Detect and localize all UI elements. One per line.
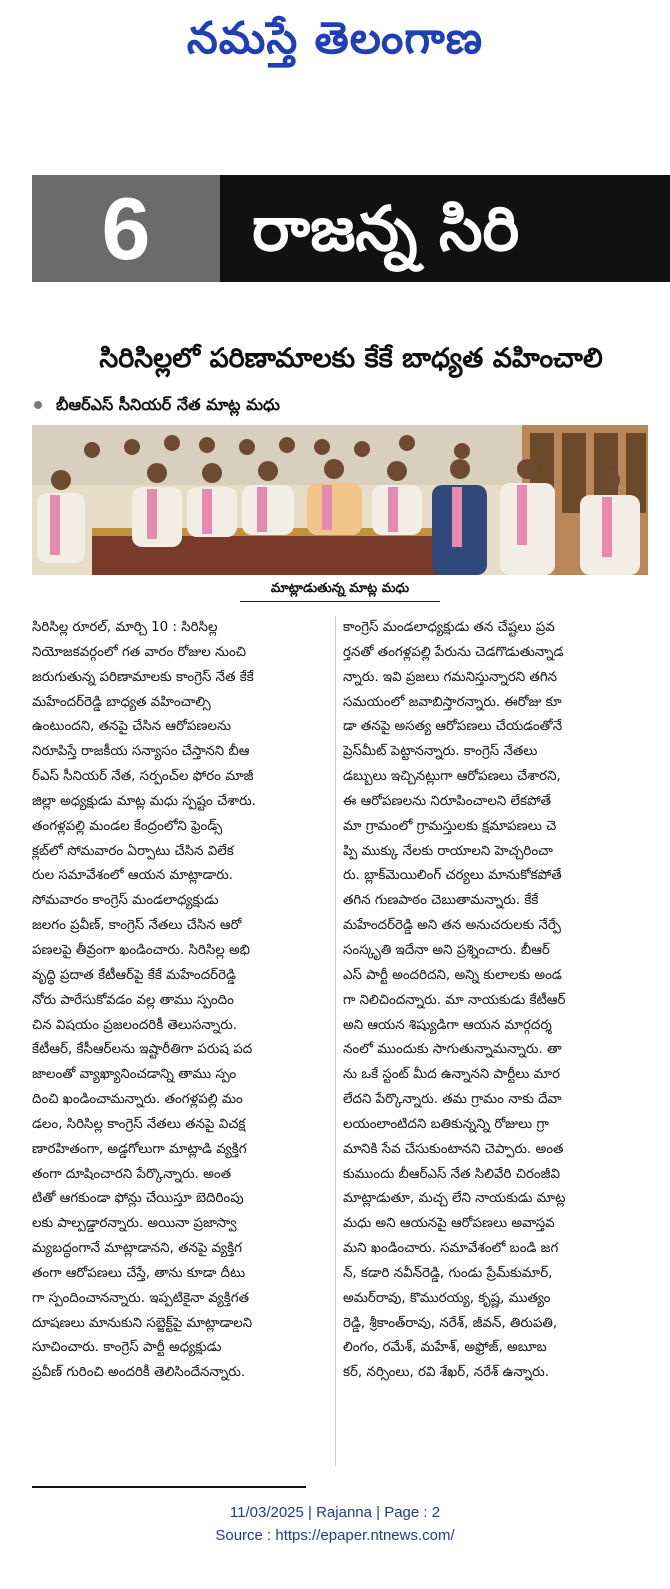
masthead bbox=[0, 0, 670, 90]
article-body-line: ప్రెస్‌మీట్ పెట్టానన్నారు. కాంగ్రెస్ నేతలు bbox=[343, 744, 538, 760]
article-body-line: అని ఆయన శిష్యుడిగా ఆయన మార్గదర్శ bbox=[343, 1017, 552, 1033]
article-body-line: జిల్లా అధ్యక్షుడు మాట్ల మధు స్పష్టం చేశారు. bbox=[32, 793, 256, 809]
page-number: 6 bbox=[32, 175, 220, 282]
article-body-line: నోరు పారేసుకోవడం వల్ల తాము స్పందిం bbox=[32, 992, 234, 1008]
article-body-line: గా స్పందించానన్నారు. ఇప్పటికైనా వ్యక్తిగత bbox=[32, 1290, 250, 1306]
article-subheadline: బీఆర్‌ఎస్ సీనియర్ నేత మాట్ల మధు bbox=[56, 395, 280, 414]
article-body-line: రు. బ్లాక్‌మెయిలింగ్ చర్యలు మానుకోకపోతే bbox=[343, 868, 562, 884]
article-body-line: కర్, నర్సింలు, రవి శేఖర్, నరేశ్ ఉన్నారు. bbox=[343, 1365, 549, 1381]
article-body-line: తంగా ఆరోపణలు చేస్తే, తాను కూడా దీటు bbox=[32, 1265, 246, 1281]
article-headline: సిరిసిల్లలో పరిణామాలకు కేకే బాధ్యత వహించాలి bbox=[99, 343, 603, 374]
article-body-line: మానికి సేవ చేసుకుంటానని చెప్పారు. అంత bbox=[343, 1141, 564, 1157]
article-body-line: సమయంలో జవాబిస్తారన్నారు. ఈరోజు కూ bbox=[343, 694, 562, 710]
article-body-line: పణలపై తీవ్రంగా ఖండించారు. సిరిసిల్ల అభి bbox=[32, 942, 251, 958]
article-body-line: సోమవారం కాంగ్రెస్ మండలాధ్యక్షుడు bbox=[32, 893, 219, 909]
article-body-line: ణారహితంగా, అడ్డగోలుగా మాట్లాడి వ్యక్తిగ bbox=[32, 1141, 247, 1157]
article-body-left-column bbox=[32, 616, 324, 1466]
article-body-line: ఈ ఆరోపణలను నిరూపించాలని లేకపోతే bbox=[343, 793, 552, 809]
article-body-line: జలగం ప్రవీణ్, కాంగ్రెస్ నేతలు చేసిన ఆరో bbox=[32, 918, 242, 934]
footer-rule bbox=[32, 1486, 306, 1488]
district-name: రాజన్న సిరి bbox=[252, 192, 520, 265]
footer-source: Source : https://epaper.ntnews.com/ bbox=[215, 1527, 455, 1544]
bullet-icon bbox=[34, 401, 42, 409]
article-body-line: నిరూపిస్తే రాజకీయ సన్యాసం చేస్తానని బీఆ bbox=[32, 744, 250, 760]
article-body-line: గా నిలిచిందన్నారు. మా నాయకుడు కేటీఆర్ bbox=[343, 992, 566, 1008]
article-body-line: లకు పాల్పడ్డారన్నారు. అయినా ప్రజాస్వా bbox=[32, 1216, 237, 1232]
article-body-line: డలం, సిరిసిల్ల కాంగ్రెస్ నేతలు తనపై విచక్ష bbox=[32, 1116, 246, 1132]
article-body-line: మధు అని ఆయనపై ఆరోపణలు అవాస్తవ bbox=[343, 1216, 555, 1232]
article-body-line: కుముందు బీఆర్‌ఎస్ నేత సిలివేరి చిరంజీవి bbox=[343, 1166, 560, 1182]
article-body-line: సూచించారు. కాంగ్రెస్ పార్టీ అధ్యక్షుడు bbox=[32, 1340, 222, 1356]
article-body-line: మహేందర్‌రెడ్డి బాధ్యత వహించాల్సి bbox=[32, 694, 211, 710]
article-body-line: జరుగుతున్న పరిణామాలకు కాంగ్రెస్ నేత కేకే bbox=[32, 669, 254, 685]
article-body-line: లింగం, రమేశ్, మహేశ్, అఫ్రోజ్, అబూబ bbox=[343, 1340, 547, 1356]
article-body-line: జాలంతో వ్యాఖ్యానించడాన్ని తాము స్పం bbox=[32, 1067, 237, 1083]
article-body-line: ప్పి ముక్కు నేలకు రాయాలని హెచ్చరించా bbox=[343, 843, 553, 859]
article-body-line: తంగళ్లపల్లి మండల కేంద్రంలోని ఫ్రెండ్స్ bbox=[32, 818, 223, 834]
article-body-line: లయంలాంటిదని బతికున్నన్ని రోజులు గ్రా bbox=[343, 1116, 549, 1132]
article-body-line: కేటీఆర్, కేసీఆర్‌లను ఇష్టారీతిగా పరుష పద bbox=[32, 1042, 253, 1058]
article-body-line: మా గ్రామంలో గ్రామస్తులకు క్షమాపణలు చె bbox=[343, 818, 557, 834]
article-body-line: కాంగ్రెస్ మండలాధ్యక్షుడు తన చేష్టలు ప్రవ bbox=[343, 620, 555, 635]
article-body-line: దించి ఖండించామన్నారు. తంగళ్లపల్లి మం bbox=[32, 1092, 243, 1108]
article-body-line: మాట్లాడుతూ, మచ్చ లేని నాయకుడు మాట్ల bbox=[343, 1191, 566, 1207]
section-header bbox=[32, 175, 670, 282]
article-body-line: వృద్ధి ప్రదాత కేటీఆర్‌పై కేకే మహేందర్‌రెడ్డి bbox=[32, 967, 236, 983]
article-body-line: చిన విషయం ప్రజలందరికీ తెలుసన్నారు. bbox=[32, 1017, 238, 1033]
article-body-line: మని ఖండించారు. సమావేశంలో బండి జగ bbox=[343, 1241, 559, 1257]
article-body-line: మ్యబద్ధంగానే మాట్లాడానని, తనపై వ్యక్తిగ bbox=[32, 1241, 242, 1257]
newspaper-title: నమస్తే తెలంగాణ bbox=[186, 13, 484, 64]
article-body-line: రెడ్డి, శ్రీకాంత్‌రావు, నరేశ్, జీవన్, తిరుపతి, bbox=[343, 1315, 558, 1331]
article-body-line: నియోజకవర్గంలో గత వారం రోజుల నుంచి bbox=[32, 644, 247, 660]
article-body-line: ను ఒకే స్టంట్ మీద ఉన్నానని పార్టీలు మార bbox=[343, 1067, 561, 1083]
article-body-line: ర్తనతో తంగళ్లపల్లి పేరును చెడగొడుతున్నాడ bbox=[343, 644, 564, 660]
article-body-line: క్లబ్‌లో సోమవారం ఏర్పాటు చేసిన విలేక bbox=[32, 843, 234, 859]
article-body-line: తంగా దూషించారని పేర్కొన్నారు. అంత bbox=[32, 1166, 232, 1182]
article-body-line: డబ్బులు ఇచ్చినట్లుగా ఆరోపణలు చేశారని, bbox=[343, 769, 561, 785]
article-subheadline-row bbox=[32, 392, 532, 418]
article-body-line: డా తనపై అసత్య ఆరోపణలు చేయడంతోనే bbox=[343, 719, 563, 735]
article-body-line: లేదని పేర్కొన్నారు. తమ గ్రామం నాకు దేవా bbox=[343, 1092, 562, 1108]
article-body-line: టితో ఆగకుండా ఫోన్లు చేయిస్తూ బెదిరింపు bbox=[32, 1191, 244, 1207]
article-body-right-column bbox=[343, 616, 635, 1466]
press-meet-photo bbox=[32, 425, 648, 575]
article-body-line: సిరిసిల్ల రూరల్, మార్చి 10 : సిరిసిల్ల bbox=[32, 620, 218, 635]
photo-caption: మాట్లాడుతున్న మాట్ల మధు bbox=[240, 577, 440, 602]
article-body-line: ర్ఎస్ సీనియర్ నేత, సర్పంచ్‌ల ఫోరం మాజీ bbox=[32, 769, 254, 785]
article-body-line: మహేందర్‌రెడ్డి అని తన అనుచరులకు నేర్పే bbox=[343, 918, 561, 934]
article-body-line: ప్రవీణ్ గురించి అందరికీ తెలిసిందేనన్నారు. bbox=[32, 1365, 246, 1381]
article-body-line: రుల సమావేశంలో ఆయన మాట్లాడారు. bbox=[32, 868, 234, 884]
article-body-line: సంస్కృతి ఇదేనా అని ప్రశ్నించారు. బీఆర్ bbox=[343, 942, 550, 958]
column-divider bbox=[335, 616, 336, 1466]
article-body-line: తగిన గుణపాఠం చెబుతామన్నారు. కేకే bbox=[343, 893, 539, 909]
news-photo bbox=[32, 425, 648, 575]
article-body-line: దూషణలు మానుకుని సబ్జెక్ట్‌పై మాట్లాడాలని bbox=[32, 1315, 253, 1331]
article-body-line: ఎస్ పార్టీ అందరిదని, అన్ని కులాలకు అండ bbox=[343, 967, 562, 983]
article-body-line: అమర్‌రావు, కొమురయ్య, కృష్ణ, ముత్యం bbox=[343, 1290, 551, 1306]
footer-dateline: 11/03/2025 | Rajanna | Page : 2 bbox=[229, 1504, 441, 1521]
article-body-line: నంలో ముందుకు సాగుతున్నామన్నారు. తా bbox=[343, 1042, 562, 1058]
article-body-line: ఉంటుందని, తనపై చేసిన ఆరోపణలను bbox=[32, 719, 231, 735]
article-body-line: న్నారు. ఇవి ప్రజలు గమనిస్తున్నారని తగిన bbox=[343, 669, 558, 685]
article-body-line: న్, కడారి నవీన్‌రెడ్డి, గుండు ప్రేమ్‌కుమార్, bbox=[343, 1265, 553, 1281]
